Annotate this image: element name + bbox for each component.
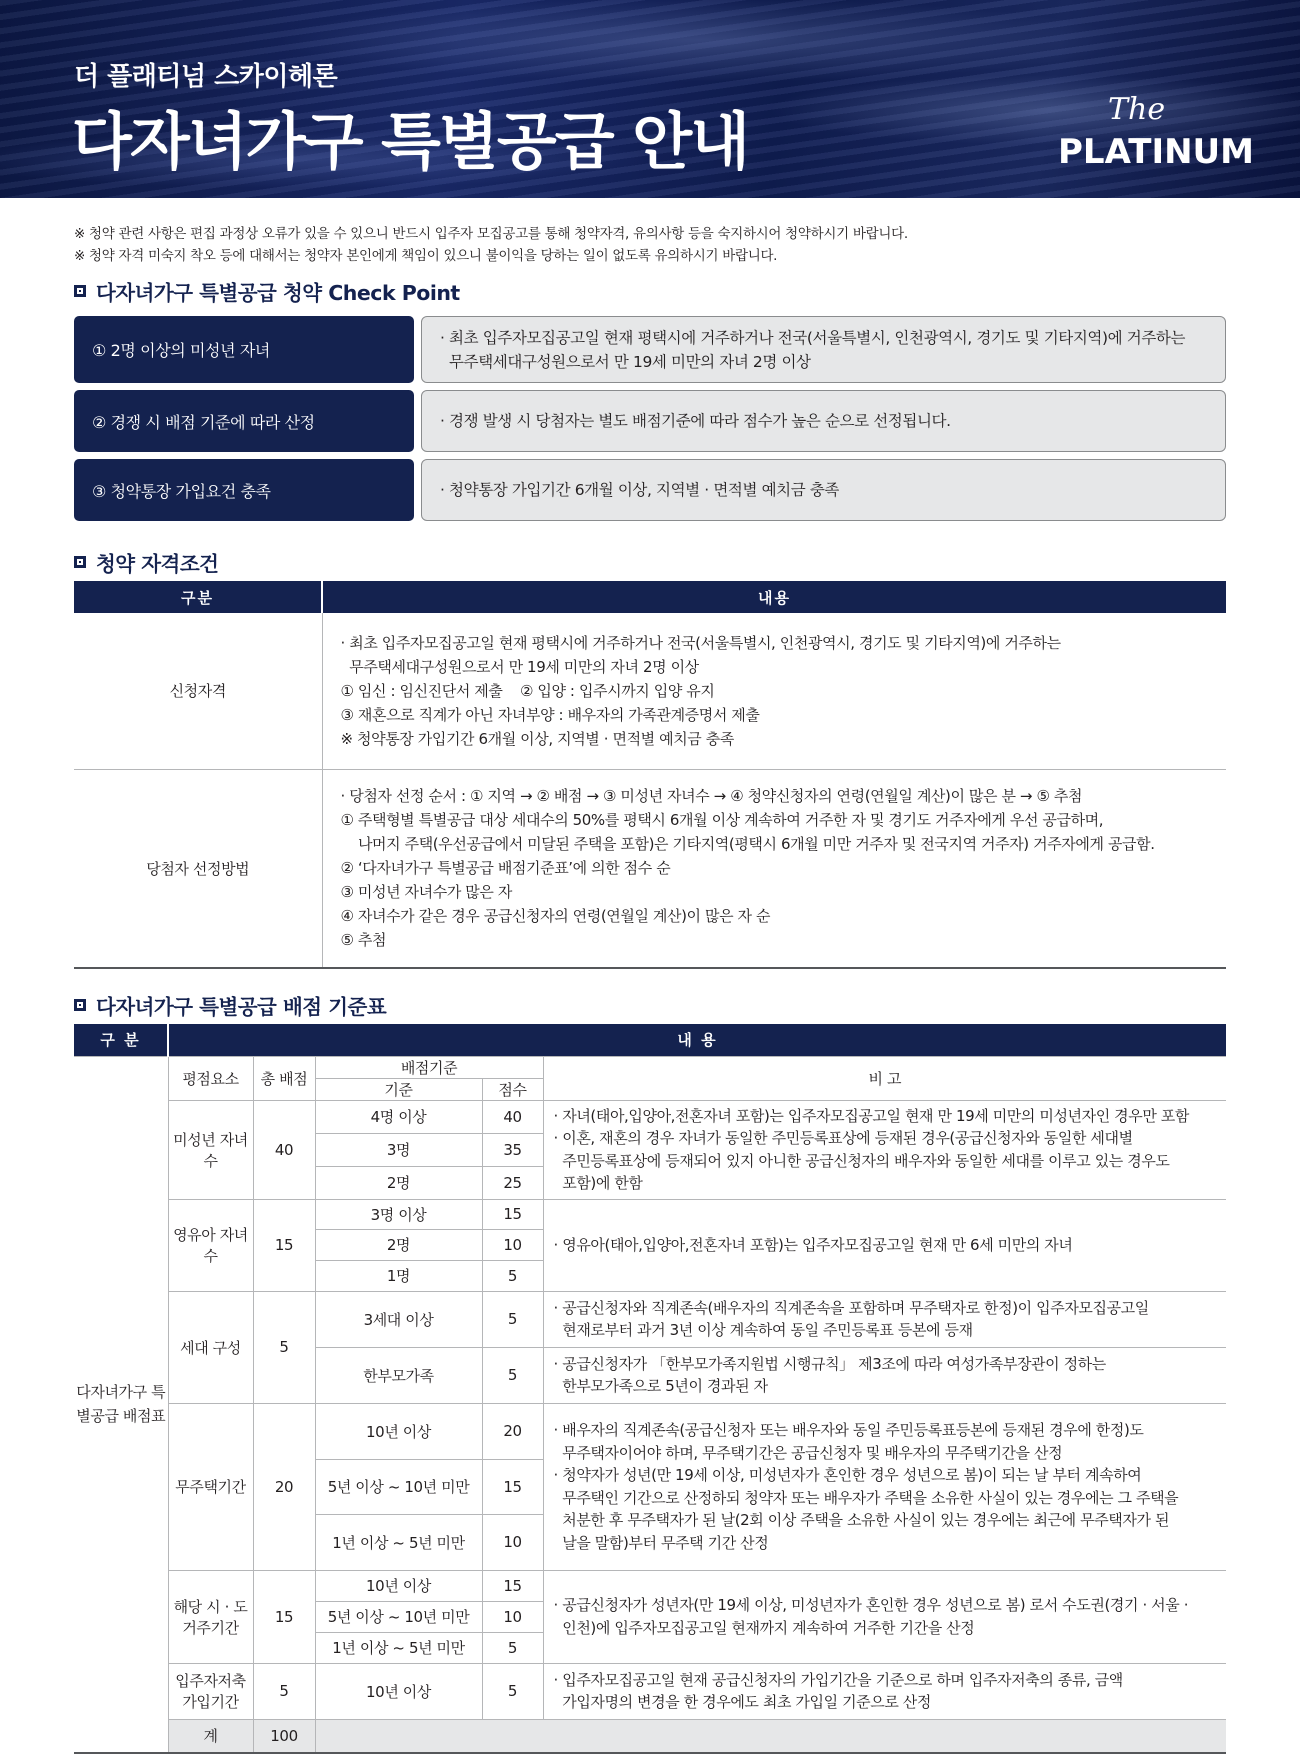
page-title: 다자녀가구 특별공급 안내 [72,105,748,178]
criteria-score: 15 [482,1199,543,1229]
checkpoint-desc-line: · 최초 입주자모집공고일 현재 평택시에 거주하거나 전국(서울특별시, 인천광역시, 경기도 및 기타지역)에 거주하는 [440,328,1186,347]
criteria-basis: 3명 이상 [315,1199,482,1229]
table-row [74,1570,1226,1601]
factor-total: 20 [253,1403,315,1570]
factor-label: 세대 구성 [168,1291,253,1403]
criteria-score: 20 [482,1403,543,1459]
factor-label: 영유아 자녀수 [168,1199,253,1291]
table-row [74,1100,1226,1133]
section-title-text: 다자녀가구 특별공급 청약 Check Point [96,281,460,305]
note-line: · 공급신청자가 「한부모가족지원법 시행규칙」 제3조에 따라 여성가족부장관이 정하는 [553,1354,1106,1373]
note-line: 날을 말함)부터 무주택 기간 산정 [553,1533,769,1552]
table-row [74,1663,1226,1719]
content-line: ③ 재혼으로 직계가 아닌 자녀부양 : 배우자의 가족관계증명서 제출 [340,705,760,724]
factor-total: 5 [253,1663,315,1719]
note-line: · 공급신청자와 직계존속(배우자의 직계존속을 포함하며 무주택자로 한정)이 입주자모집공고일 [553,1298,1149,1317]
checkpoint-desc-line: 무주택세대구성원으로서 만 19세 미만의 자녀 2명 이상 [440,352,811,371]
logo-word: PLATINUM [1058,132,1254,172]
note-line: · 공급신청자가 성년자(만 19세 이상, 미성년자가 혼인한 경우 성년으로 봄) 로서 수도권(경기 · 서울 · [553,1596,1189,1614]
note-line: 포함)에 한함 [553,1174,643,1192]
notice-line: ※ 청약 자격 미숙지 착오 등에 대해서는 청약자 본인에게 책임이 있으니 불이익을 당하는 일이 없도록 유의하시기 바랍니다. [74,248,778,264]
section-title-score-table [74,990,386,1020]
header-banner [0,0,1300,198]
subheader: 비 고 [543,1056,1226,1100]
criteria-basis: 3세대 이상 [315,1291,482,1347]
criteria-basis: 10년 이상 [315,1663,482,1719]
factor-label: 입주자저축 가입기간 [168,1663,253,1719]
checkpoint-desc [421,390,1226,452]
subheader: 총 배점 [253,1056,315,1100]
table-row [74,613,1226,769]
subheader: 점수 [482,1078,543,1100]
note-line: 처분한 후 무주택자가 된 날(2회 이상 주택을 소유한 사실이 있는 경우에는 최근에 무주택자가 된 [553,1511,1170,1529]
checkpoint-label: ① 2명 이상의 미성년 자녀 [74,316,414,383]
content-line: 나머지 주택(우선공급에서 미달된 주택을 포함)은 기타지역(평택시 6개월 미만 거주자 및 전국지역 거주자) 거주자에게 공급함. [340,835,1155,854]
note-cell [543,1663,1226,1719]
criteria-basis: 2명 [315,1229,482,1260]
section-title-qualification [74,547,218,577]
header-subtitle: 더 플래티넘 스카이헤론 [74,62,338,92]
logo-script: The [1108,92,1166,127]
section-title-text: 청약 자격조건 [96,552,219,576]
row-label: 당첨자 선정방법 [74,769,322,968]
note-cell [543,1347,1226,1403]
criteria-score: 10 [482,1229,543,1260]
square-bullet-icon [74,556,86,568]
criteria-score: 25 [482,1166,543,1199]
column-header: 구분 [74,581,322,613]
content-line: ③ 미성년 자녀수가 많은 자 [340,883,512,902]
content-line: ① 임신 : 임신진단서 제출 ② 입양 : 입주시까지 입양 유지 [340,681,715,700]
note-line: 가입자명의 변경을 한 경우에도 최초 가입일 기준으로 산정 [553,1693,931,1711]
criteria-score: 10 [482,1514,543,1570]
criteria-basis: 5년 이상 ~ 10년 미만 [315,1459,482,1514]
qualification-table [74,581,1226,969]
criteria-basis: 4명 이상 [315,1100,482,1133]
note-line: 무주택인 기간으로 산정하되 청약자 또는 배우자가 주택을 소유한 사실이 있는 경우에는 그 주택을 [553,1488,1179,1507]
note-cell [543,1199,1226,1291]
subheader: 배점기준 [315,1056,543,1078]
row-content [322,613,1226,769]
note-line: · 영유아(태아,입양아,전혼자녀 포함)는 입주자모집공고일 현재 만 6세 미만의 자녀 [553,1235,1073,1254]
factor-label: 무주택기간 [168,1403,253,1570]
checkpoint-desc [421,459,1226,521]
criteria-score: 15 [482,1459,543,1514]
column-header: 구 분 [74,1024,168,1056]
note-cell [543,1291,1226,1347]
criteria-basis: 한부모가족 [315,1347,482,1403]
column-header: 내 용 [168,1024,1226,1056]
checkpoint-label: ② 경쟁 시 배점 기준에 따라 산정 [74,390,414,452]
sum-label: 계 [168,1719,253,1753]
row-label: 신청자격 [74,613,322,769]
factor-total: 5 [253,1291,315,1403]
criteria-score: 5 [482,1663,543,1719]
square-bullet-icon [74,285,86,297]
criteria-score: 5 [482,1347,543,1403]
note-cell [543,1403,1226,1570]
table-row [74,769,1226,968]
table-row [74,1199,1226,1229]
factor-total: 15 [253,1199,315,1291]
content-line: 무주택세대구성원으로서 만 19세 미만의 자녀 2명 이상 [340,657,699,676]
content-line: ※ 청약통장 가입기간 6개월 이상, 지역별 · 면적별 예치금 충족 [340,729,734,748]
note-line: · 청약자가 성년(만 19세 이상, 미성년자가 혼인한 경우 성년으로 봄)이 되는 날 부터 계속하여 [553,1466,1142,1484]
note-line: 현재로부터 과거 3년 이상 계속하여 동일 주민등록표 등본에 등재 [553,1321,973,1339]
criteria-basis: 2명 [315,1166,482,1199]
note-line: 인천)에 입주자모집공고일 현재까지 계속하여 거주한 기간을 산정 [553,1618,975,1637]
platinum-logo [1058,92,1254,172]
notice-line: ※ 청약 관련 사항은 편집 과정상 오류가 있을 수 있으니 반드시 입주자 모집공고를 통해 청약자격, 유의사항 등을 숙지하시어 청약하시기 바랍니다. [74,226,908,242]
checkpoint-desc-line: · 청약통장 가입기간 6개월 이상, 지역별 · 면적별 예치금 충족 [440,481,839,499]
criteria-score: 35 [482,1133,543,1166]
criteria-basis: 5년 이상 ~ 10년 미만 [315,1601,482,1632]
criteria-score: 10 [482,1601,543,1632]
section-title-checkpoint [74,276,460,306]
criteria-basis: 10년 이상 [315,1403,482,1459]
note-line: 한부모가족으로 5년이 경과된 자 [553,1377,768,1395]
criteria-basis: 1년 이상 ~ 5년 미만 [315,1514,482,1570]
criteria-basis: 1명 [315,1260,482,1291]
checkpoint-desc [421,316,1226,383]
note-cell [543,1570,1226,1663]
note-line: · 이혼, 재혼의 경우 자녀가 동일한 주민등록표상에 등재된 경우(공급신청자와 동일한 세대별 [553,1129,1133,1147]
square-bullet-icon [74,999,86,1011]
row-content [322,769,1226,968]
category-label [74,1056,168,1753]
factor-label: 해당 시 · 도 거주기간 [168,1570,253,1663]
criteria-score: 5 [482,1291,543,1347]
content-line: ⑤ 추첨 [340,931,387,950]
content-line: · 당첨자 선정 순서 : ① 지역 → ② 배점 → ③ 미성년 자녀수 → ④ 청약신청자의 연령(연월일 계산)이 많은 분 → ⑤ 추첨 [340,787,1083,806]
note-line: · 입주자모집공고일 현재 공급신청자의 가입기간을 기준으로 하며 입주자저축의 종류, 금액 [553,1670,1123,1689]
note-line: · 자녀(태아,입양아,전혼자녀 포함)는 입주자모집공고일 현재 만 19세 미만의 미성년자인 경우만 포함 [553,1106,1189,1125]
note-cell [543,1100,1226,1199]
factor-total: 40 [253,1100,315,1199]
content-line: ① 주택형별 특별공급 대상 세대수의 50%를 평택시 6개월 이상 계속하여 거주한 자 및 경기도 거주자에게 우선 공급하며, [340,811,1104,830]
note-line: · 배우자의 직계존속(공급신청자 또는 배우자와 동일 주민등록표등본에 등재된 경우에 한정)도 [553,1421,1144,1439]
sum-value: 100 [253,1719,315,1753]
checkpoint-label: ③ 청약통장 가입요건 충족 [74,459,414,521]
content-line: ④ 자녀수가 같은 경우 공급신청자의 연령(연월일 계산)이 많은 자 순 [340,907,771,926]
criteria-basis: 1년 이상 ~ 5년 미만 [315,1632,482,1663]
table-row [74,1403,1226,1459]
checkpoint-desc-line: · 경쟁 발생 시 당첨자는 별도 배점기준에 따라 점수가 높은 순으로 선정됩니다. [440,412,951,430]
criteria-basis: 3명 [315,1133,482,1166]
content-line: · 최초 입주자모집공고일 현재 평택시에 거주하거나 전국(서울특별시, 인천광역시, 경기도 및 기타지역)에 거주하는 [340,633,1061,652]
column-header: 내용 [322,581,1226,613]
score-table [74,1024,1226,1754]
factor-total: 15 [253,1570,315,1663]
criteria-score: 40 [482,1100,543,1133]
subheader: 기준 [315,1078,482,1100]
subheader: 평점요소 [168,1056,253,1100]
criteria-score: 15 [482,1570,543,1601]
table-row [74,1291,1226,1347]
criteria-score: 5 [482,1260,543,1291]
note-line: 주민등록표상에 등재되어 있지 아니한 공급신청자의 배우자와 동일한 세대를 이루고 있는 경우도 [553,1151,1170,1170]
sum-blank [315,1719,1226,1753]
section-title-text: 다자녀가구 특별공급 배점 기준표 [96,995,387,1019]
note-line: 무주택자이어야 하며, 무주택기간은 공급신청자 및 배우자의 무주택기간을 산정 [553,1443,1063,1462]
factor-label: 미성년 자녀수 [168,1100,253,1199]
criteria-score: 5 [482,1632,543,1663]
criteria-basis: 10년 이상 [315,1570,482,1601]
content-line: ② ‘다자녀가구 특별공급 배점기준표’에 의한 점수 순 [340,859,671,878]
category-text: 다자녀가구 특별공급 배점표 [76,1383,166,1426]
sum-row [74,1719,1226,1753]
